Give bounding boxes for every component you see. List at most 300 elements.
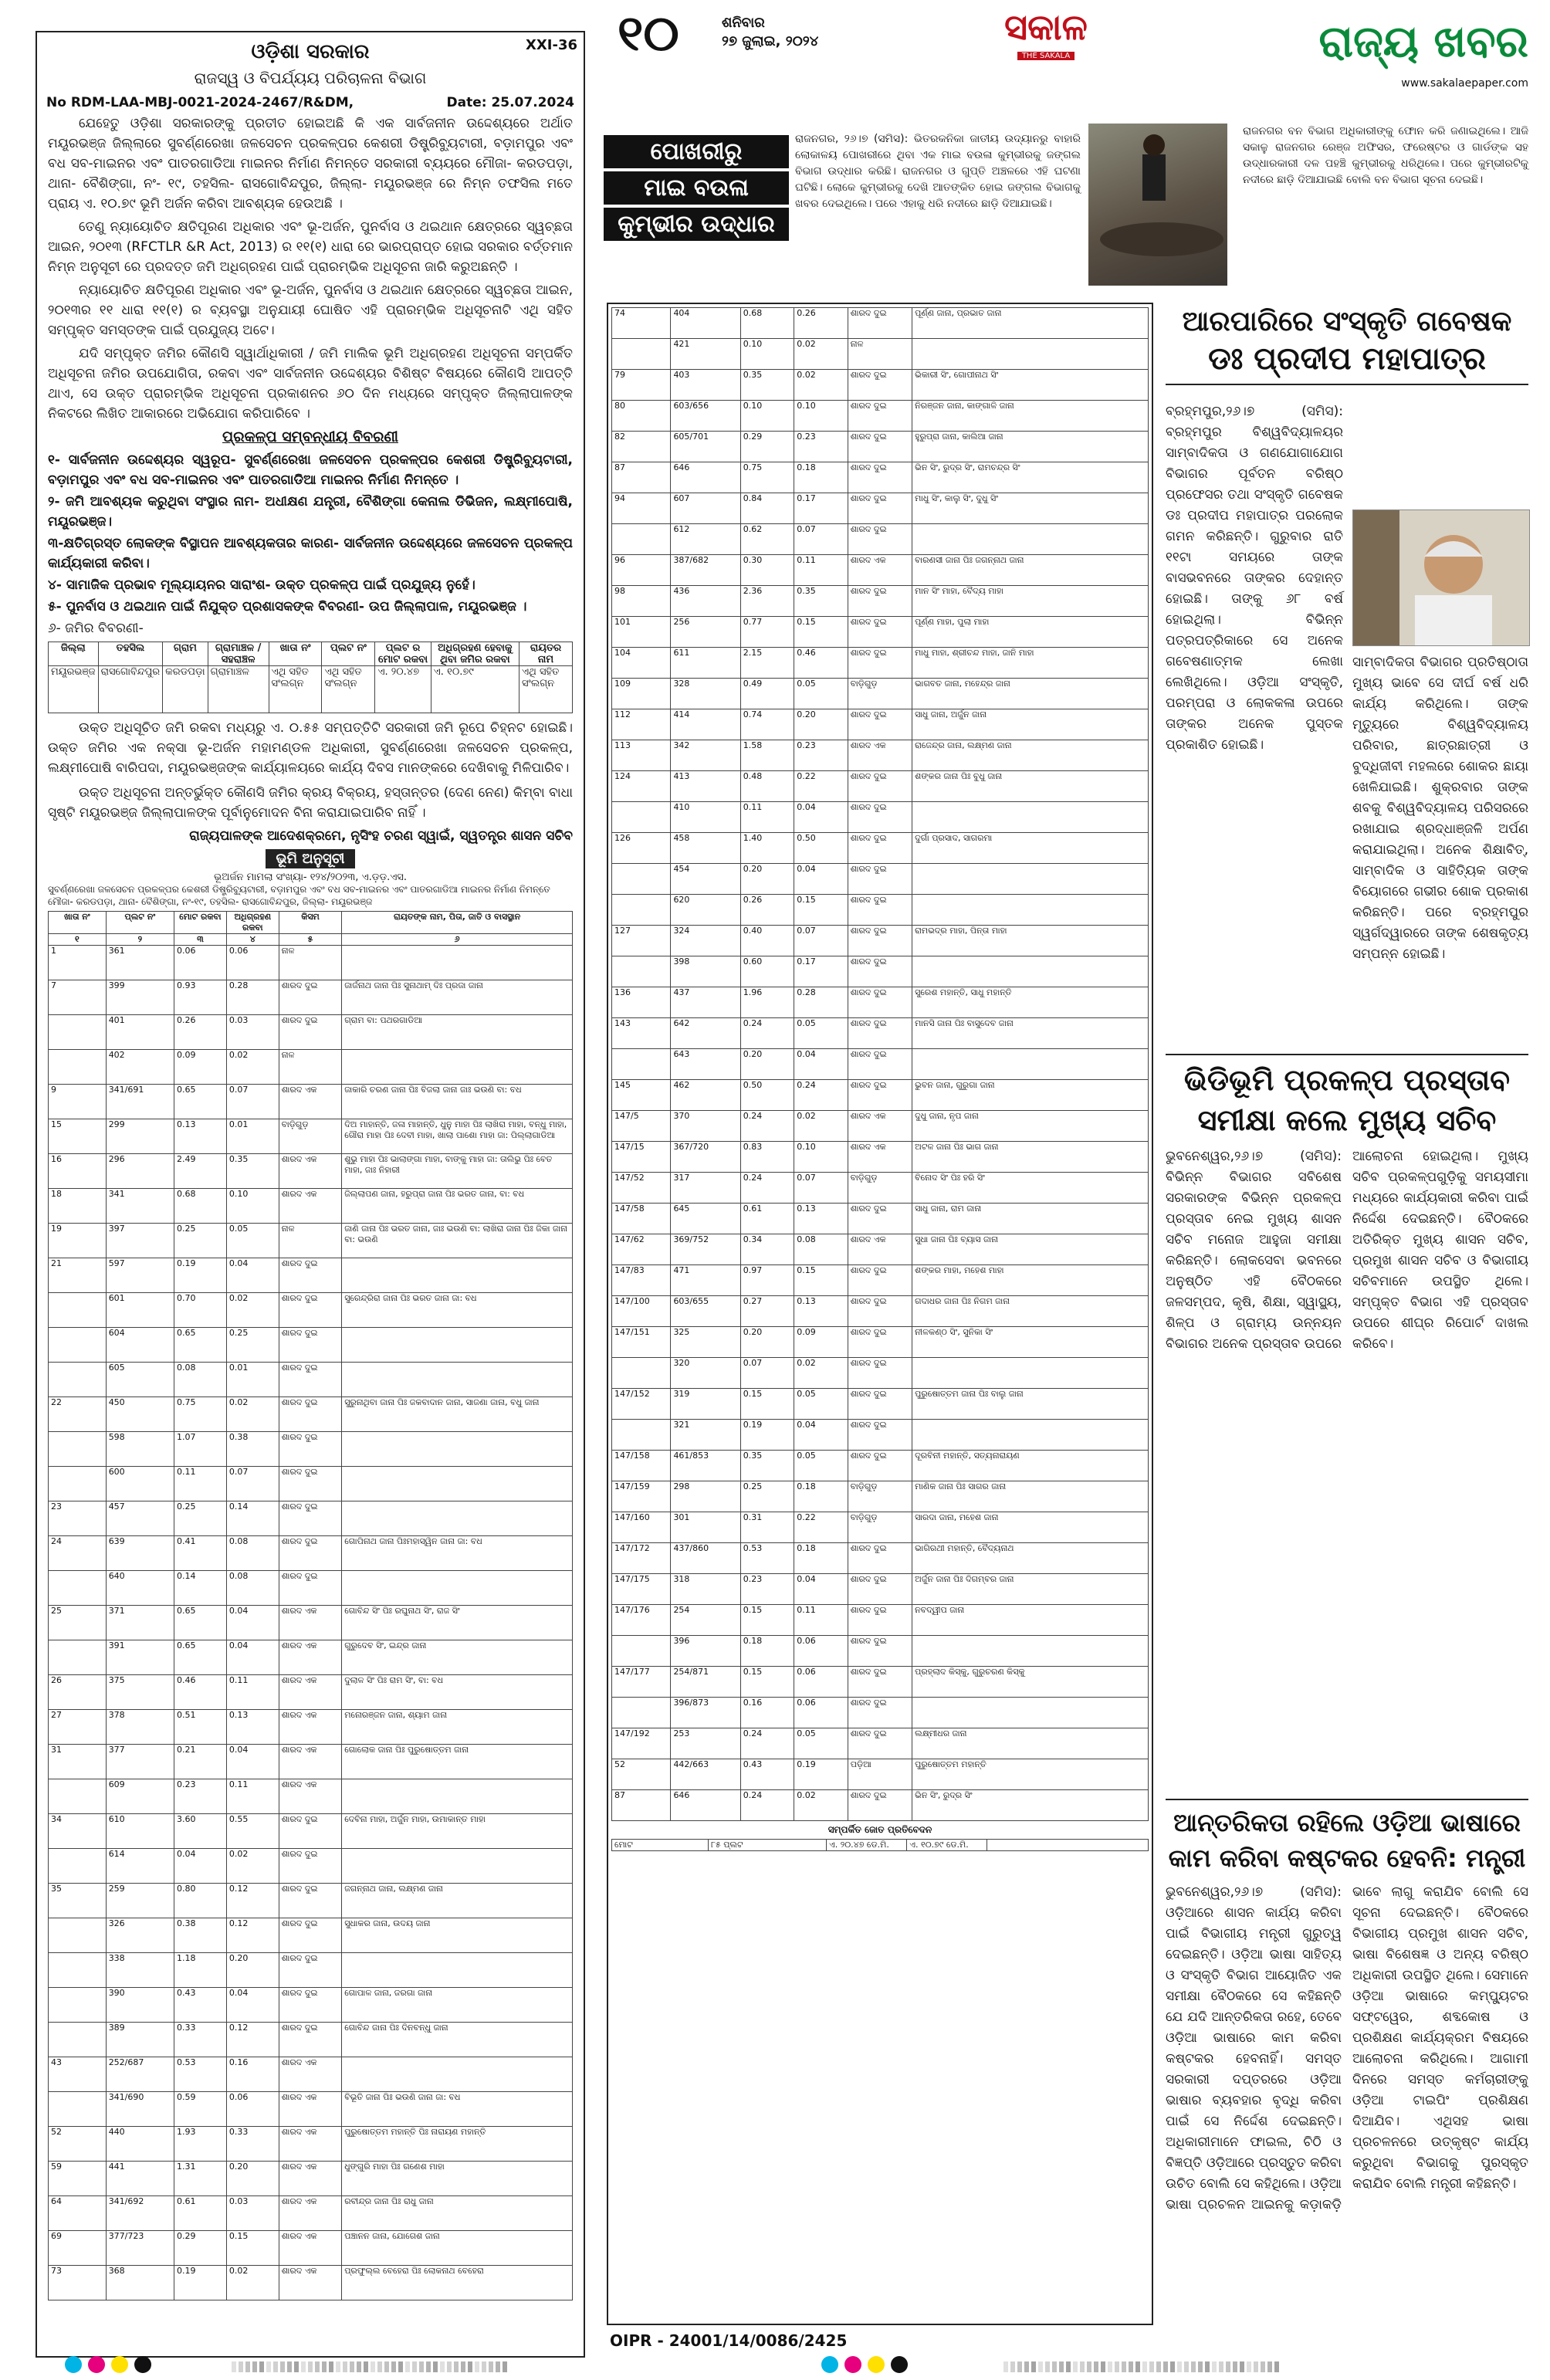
table-cell: ମନୋରଞ୍ଜନ ଜାନା, ଶ୍ୟାମ ଜାନା bbox=[342, 1710, 573, 1745]
table-cell bbox=[49, 1328, 107, 1363]
table-cell: 0.08 bbox=[794, 1234, 848, 1265]
researcher-story bbox=[1166, 305, 1528, 385]
table-cell: 0.13 bbox=[794, 1204, 848, 1234]
table-cell: 0.12 bbox=[226, 1918, 279, 1953]
table-cell: ପ୍ରଫୁଲ୍ଲ ବେହେରା ପିଃ ଲୋକନାଥ ବେହେରା bbox=[342, 2266, 573, 2300]
land-cell: ରାସଗୋବିନ୍ଦପୁର bbox=[98, 666, 163, 713]
header-date: ୨୭ ଜୁଲାଇ, ୨୦୨୪ bbox=[722, 33, 819, 49]
table-cell: 0.38 bbox=[174, 1918, 226, 1953]
table-cell: 0.10 bbox=[226, 1189, 279, 1224]
print-bar bbox=[357, 2361, 361, 2372]
table-cell: 375 bbox=[106, 1675, 174, 1710]
print-bar bbox=[461, 2361, 465, 2372]
table-row bbox=[612, 1667, 1149, 1698]
table-cell: 127 bbox=[612, 926, 671, 956]
land-cell: ଏ. ୧୦.୭୯ bbox=[431, 666, 519, 713]
schedule-desc: ସୁବର୍ଣ୍ଣରେଖା ଜଳସେଚନ ପ୍ରକଳ୍ପର କେଶରୀ ଡିଷ୍ଟ୍ରିବ୍ୟୁଟାରୀ, ବଡ଼ାମପୁର ଏବଂ ବଧ ସବ-ମାଇନର ଏବଂ ପାତରଗାଡିଆ ମାଇନର ନିର୍ମାଣ ନିମନ୍ତେ ମୌଜା- କରଡପଡ଼ା, ଥାନା- ବୈଶିଙ୍ଗା, ନଂ-୧୯, ତହସିଲ- ରାସଗୋବିନ୍ଦପୁର, ଜିଲ୍ଲା- ମୟୂରଭଞ୍ଜ bbox=[48, 884, 550, 907]
table-row bbox=[612, 1142, 1149, 1173]
print-bar bbox=[343, 2361, 347, 2372]
table-cell: 0.29 bbox=[740, 432, 794, 462]
table-cell: 457 bbox=[106, 1501, 174, 1536]
table-row bbox=[49, 1884, 573, 1918]
print-marks-right bbox=[818, 2356, 911, 2376]
table-cell: 0.05 bbox=[794, 1451, 848, 1481]
table-cell: 0.05 bbox=[794, 1018, 848, 1049]
table-cell: 402 bbox=[106, 1050, 174, 1085]
table-cell: 0.60 bbox=[740, 956, 794, 987]
table-cell: 0.09 bbox=[794, 1327, 848, 1358]
table-cell: 1 bbox=[49, 946, 107, 980]
print-bar bbox=[280, 2361, 285, 2372]
table-row bbox=[612, 1420, 1149, 1451]
table-row bbox=[612, 1759, 1149, 1790]
table-row bbox=[49, 1154, 573, 1189]
crocodile-body: ରାଜନଗର, ୨୬।୭ (ସମିସ): ଭିତରକନିକା ଜାତୀୟ ଉଦ୍ୟାନରୁ ବାହାରି ଲୋକାଳୟ ପୋଖରୀରେ ଥିବା ଏକ ମାଇ ବଉଳା କୁମ୍ଭୀରକୁ ଜଙ୍ଗଲ ବିଭାଗ ଉଦ୍ଧାର କରିଛି। ରାଜନଗର ଓ ଗୁପ୍ତି ଅଞ୍ଚଳରେ ଏହି ଘଟଣା ଘଟିଛି। ଲୋକେ କୁମ୍ଭୀରକୁ ଦେଖି ଆତଙ୍କିତ ହୋଇ ଜଙ୍ଗଲ ବିଭାଗକୁ ଖବର ଦେଇଥିଲେ। ପରେ ଏହାକୁ ଧରି ନଦୀରେ ଛାଡ଼ି ଦିଆଯାଇଛି। bbox=[795, 133, 1081, 210]
table-cell: 0.07 bbox=[740, 1358, 794, 1389]
table-row bbox=[612, 339, 1149, 370]
table-row bbox=[49, 1988, 573, 2023]
table-cell: 0.65 bbox=[174, 1640, 226, 1675]
table-cell bbox=[49, 1050, 107, 1085]
table-cell: 0.23 bbox=[794, 740, 848, 771]
table-cell: 0.11 bbox=[174, 1467, 226, 1501]
table-cell: 74 bbox=[612, 308, 671, 339]
table-cell: ସୁରେଶ ମହାନ୍ତି, ସାଧୁ ମହାନ୍ତି bbox=[912, 987, 1149, 1018]
table-cell: ଶାରଦ ଏକ bbox=[279, 1745, 341, 1779]
print-bars-right bbox=[1003, 2361, 1281, 2375]
table-cell bbox=[612, 1358, 671, 1389]
table-row bbox=[612, 1790, 1149, 1821]
land-header-cell: ଜିଲ୍ଲା bbox=[49, 642, 99, 666]
summary-1: ୧- ସାର୍ବଜନୀନ ଉଦ୍ଦେଶ୍ୟର ସ୍ୱରୂପ- ସୁବର୍ଣ୍ଣରେଖା ଜଳସେଚନ ପ୍ରକଳ୍ପର କେଶରୀ ଡିଷ୍ଟ୍ରିବ୍ୟୁଟାରୀ, ବଡ଼ାମପୁର ଏବଂ ବଧ ସବ-ମାଇନର ଏବଂ ପାତରଗାଡିଆ ମାଇନର ନିର୍ମାଣ ନିମନ୍ତେ । bbox=[48, 452, 573, 488]
table-cell bbox=[612, 1636, 671, 1667]
table-cell: 398 bbox=[671, 956, 740, 987]
table-cell: 147/62 bbox=[612, 1234, 671, 1265]
table-cell: 1.31 bbox=[174, 2162, 226, 2196]
table-cell: 0.04 bbox=[794, 1049, 848, 1080]
table-row bbox=[49, 1571, 573, 1606]
table-cell: ସାଧୁ ଜାନା, ରାମ ଜାନା bbox=[912, 1204, 1149, 1234]
table-cell: 0.48 bbox=[740, 771, 794, 802]
table-cell: ଶାରଦ ଏକ bbox=[279, 2231, 341, 2266]
table-cell: 147/176 bbox=[612, 1605, 671, 1636]
table-cell: 147/15 bbox=[612, 1142, 671, 1173]
table-cell: 371 bbox=[106, 1606, 174, 1640]
table-cell: 436 bbox=[671, 586, 740, 617]
table-cell: ଦୁର୍ଗା ପ୍ରସାଦ, ସାଗରମା bbox=[912, 833, 1149, 864]
table-cell: ଜାକାରି ଚରଣ ଜାନା ପିଃ ବିଜଲା ଜାନା ଜାଃ ଭଉଣି ବା: ବଧ bbox=[342, 1085, 573, 1119]
land-cell: ଏଥି ସହିତ ସଂଲଗ୍ନ bbox=[322, 666, 375, 713]
table-row bbox=[612, 864, 1149, 895]
table-row bbox=[49, 1501, 573, 1536]
table-cell: 0.16 bbox=[226, 2057, 279, 2092]
table-cell: ଶାରଦ ଦୁଇ bbox=[848, 864, 912, 895]
table-cell: 0.02 bbox=[794, 1111, 848, 1142]
table-row bbox=[49, 1536, 573, 1571]
table-cell bbox=[912, 956, 1149, 987]
table-cell: 0.27 bbox=[740, 1296, 794, 1327]
table-cell: ନାଳ bbox=[279, 1224, 341, 1258]
print-bar bbox=[377, 2361, 382, 2372]
table-cell: 0.10 bbox=[740, 339, 794, 370]
table-cell: 0.15 bbox=[794, 895, 848, 926]
table-cell: 342 bbox=[671, 740, 740, 771]
table-cell: 440 bbox=[106, 2127, 174, 2162]
table-cell: ଶାରଦ ଏକ bbox=[279, 2057, 341, 2092]
print-bar bbox=[1254, 2361, 1258, 2372]
schedule-header-cell: କିସମ bbox=[279, 912, 341, 934]
table-cell: 0.07 bbox=[226, 1085, 279, 1119]
table-cell: ଶାରଦ ଦୁଇ bbox=[848, 1574, 912, 1605]
table-cell: 0.24 bbox=[794, 1080, 848, 1111]
print-bar bbox=[1267, 2361, 1272, 2372]
print-bar bbox=[1108, 2361, 1112, 2372]
table-cell: 0.13 bbox=[226, 1710, 279, 1745]
table-cell: 147/100 bbox=[612, 1296, 671, 1327]
table-cell: ଶାରଦ ଦୁଇ bbox=[848, 432, 912, 462]
table-cell: 0.11 bbox=[226, 1675, 279, 1710]
table-cell: 0.41 bbox=[174, 1536, 226, 1571]
table-cell: 19 bbox=[49, 1224, 107, 1258]
crocodile-headline-2: ମାଇ ବଉଳା bbox=[604, 171, 789, 205]
table-cell: 0.06 bbox=[794, 1667, 848, 1698]
land-cell: ଏ. ୨୦.୪୭ bbox=[375, 666, 431, 713]
table-cell: 397 bbox=[106, 1224, 174, 1258]
table-cell: 0.19 bbox=[174, 1258, 226, 1293]
table-cell: 401 bbox=[106, 1015, 174, 1050]
land-header-cell: ଅଧିଗ୍ରହଣ ହେବାକୁ ଥିବା ଜମିର ରକବା bbox=[431, 642, 519, 666]
table-cell: 24 bbox=[49, 1536, 107, 1571]
print-bar bbox=[503, 2361, 507, 2372]
table-cell: 0.50 bbox=[794, 833, 848, 864]
table-cell: ରବୀନ୍ଦ୍ର ଜାନା ପିଃ ରାଧୁ ଜାନା bbox=[342, 2196, 573, 2231]
table-cell: 0.25 bbox=[740, 1481, 794, 1512]
table-cell: 338 bbox=[106, 1953, 174, 1988]
table-cell: 0.15 bbox=[740, 1667, 794, 1698]
table-row bbox=[49, 1258, 573, 1293]
print-bar bbox=[1191, 2361, 1196, 2372]
table-cell: 317 bbox=[671, 1173, 740, 1204]
table-cell: 0.84 bbox=[740, 493, 794, 524]
print-bar bbox=[1073, 2361, 1078, 2372]
schedule-table-mid bbox=[611, 307, 1149, 1821]
researcher-headline-2: ଡଃ ପ୍ରଦୀପ ମହାପାତ୍ର bbox=[1208, 341, 1486, 377]
table-cell: 101 bbox=[612, 617, 671, 648]
schedule-header-cell: ରାୟତଙ୍କ ନାମ, ପିତା, ଜାତି ଓ ବାସସ୍ଥାନ bbox=[342, 912, 573, 934]
table-cell: 0.19 bbox=[794, 1759, 848, 1790]
table-row bbox=[612, 709, 1149, 740]
table-cell: 600 bbox=[106, 1467, 174, 1501]
table-cell: 0.22 bbox=[794, 771, 848, 802]
print-mark bbox=[111, 2356, 128, 2373]
table-row bbox=[612, 1173, 1149, 1204]
land-header-cell: ଗ୍ରାମାଞ୍ଚଳ / ସହରାଞ୍ଚଳ bbox=[208, 642, 269, 666]
print-mark bbox=[134, 2356, 151, 2373]
land-details-table bbox=[48, 642, 573, 713]
table-row bbox=[49, 1397, 573, 1432]
table-row bbox=[49, 1293, 573, 1328]
schedule-header-cell: ଅଧିଗ୍ରହଣ ରକବା bbox=[226, 912, 279, 934]
table-cell bbox=[49, 1918, 107, 1953]
table-cell: ପଡ଼ିଆ bbox=[848, 1759, 912, 1790]
table-cell: ଶାରଦ ଏକ bbox=[279, 2092, 341, 2127]
print-bar bbox=[1212, 2361, 1217, 2372]
table-cell: 341/691 bbox=[106, 1085, 174, 1119]
table-row bbox=[612, 1481, 1149, 1512]
table-cell: 403 bbox=[671, 370, 740, 401]
table-cell: ଶାରଦ ଦୁଇ bbox=[279, 2023, 341, 2057]
table-cell: 0.06 bbox=[226, 2092, 279, 2127]
table-cell: 325 bbox=[671, 1327, 740, 1358]
table-cell: ମାଣିକ ଜାନା ପିଃ ସାଗର ଜାନା bbox=[912, 1481, 1149, 1512]
table-cell: 301 bbox=[671, 1512, 740, 1543]
schedule-case: ଭୂଅର୍ଜନ ମାମଲା ସଂଖ୍ୟା- ୧୨୪/୨୦୨୩, ଏ.ଡ଼ଡ଼.ଏସ. bbox=[214, 872, 407, 883]
masthead-logo bbox=[965, 8, 1127, 62]
table-cell: ଶାରଦ ଦୁଇ bbox=[279, 1501, 341, 1536]
table-row bbox=[49, 980, 573, 1015]
table-cell bbox=[912, 895, 1149, 926]
table-cell: ବାଡ଼ିଗୁଡ଼ bbox=[848, 1173, 912, 1204]
table-cell: ରାମଭଦ୍ର ମାହା, ପିନ୍ତା ମାହା bbox=[912, 926, 1149, 956]
paper-name: ସକାଳ bbox=[1004, 6, 1088, 48]
table-cell: 0.06 bbox=[174, 946, 226, 980]
table-cell: 73 bbox=[49, 2266, 107, 2300]
table-cell: 377 bbox=[106, 1745, 174, 1779]
table-cell: 126 bbox=[612, 833, 671, 864]
table-row bbox=[612, 1636, 1149, 1667]
table-row bbox=[612, 1543, 1149, 1574]
table-cell: 0.65 bbox=[174, 1606, 226, 1640]
crocodile-headline bbox=[604, 135, 789, 241]
table-cell: ଶାରଦ ଦୁଇ bbox=[279, 1432, 341, 1467]
table-cell: 3.60 bbox=[174, 1814, 226, 1849]
table-cell: 0.33 bbox=[226, 2127, 279, 2162]
videobhumi-headline-1: ଭିଡିଭୂମି ପ୍ରକଳ୍ପ ପ୍ରସ୍ତାବ bbox=[1183, 1063, 1511, 1097]
table-cell: 9 bbox=[49, 1085, 107, 1119]
table-cell: 318 bbox=[671, 1574, 740, 1605]
table-cell: 620 bbox=[671, 895, 740, 926]
table-cell: 601 bbox=[106, 1293, 174, 1328]
table-cell: 0.04 bbox=[226, 1606, 279, 1640]
table-cell: 79 bbox=[612, 370, 671, 401]
print-bar bbox=[1066, 2361, 1071, 2372]
table-cell: 23 bbox=[49, 1501, 107, 1536]
table-cell: 0.26 bbox=[794, 308, 848, 339]
table-cell: ନାଳ bbox=[279, 1050, 341, 1085]
table-cell: 0.02 bbox=[226, 1293, 279, 1328]
table-cell: ଜଗନ୍ନାଥ ଜାନା, ଲକ୍ଷ୍ମଣ ଜାନା bbox=[342, 1884, 573, 1918]
table-cell: ଶାରଦ ଦୁଇ bbox=[848, 308, 912, 339]
print-bars-left bbox=[232, 2361, 509, 2375]
table-cell bbox=[612, 339, 671, 370]
table-cell: 0.08 bbox=[226, 1536, 279, 1571]
table-cell: 0.61 bbox=[174, 2196, 226, 2231]
table-cell: 0.12 bbox=[226, 2023, 279, 2057]
table-cell: 254/871 bbox=[671, 1667, 740, 1698]
summary-2: ୨- ଜମି ଆବଶ୍ୟକ କରୁଥିବା ସଂସ୍ଥାର ନାମ- ଅଧୀକ୍ଷଣ ଯନ୍ତ୍ରୀ, ବୈଶିଙ୍ଗା କେନାଲ ଡିଭିଜନ, ଲକ୍ଷ୍ମୀପୋଷି, ମୟୂରଭଞ୍ଜ। bbox=[48, 494, 573, 530]
table-cell: 609 bbox=[106, 1779, 174, 1814]
print-bar bbox=[1129, 2361, 1133, 2372]
table-cell: 253 bbox=[671, 1728, 740, 1759]
print-mark bbox=[88, 2356, 105, 2373]
table-cell: 124 bbox=[612, 771, 671, 802]
table-cell: 0.10 bbox=[740, 401, 794, 432]
print-bar bbox=[482, 2361, 486, 2372]
table-cell: 0.17 bbox=[794, 493, 848, 524]
table-cell: 0.08 bbox=[226, 1571, 279, 1606]
table-cell: ଶାରଦ ଏକ bbox=[279, 1779, 341, 1814]
table-cell: ପୁରୁଷୋତ୍ତମ ମହାନ୍ତି ପିଃ ନାରାୟଣ ମହାନ୍ତି bbox=[342, 2127, 573, 2162]
table-cell: 21 bbox=[49, 1258, 107, 1293]
table-cell: ଗୋବିନ୍ଦ ସିଂ ପିଃ ରଘୁନାଥ ସିଂ, ରାଜ ସିଂ bbox=[342, 1606, 573, 1640]
table-cell: 0.24 bbox=[740, 1790, 794, 1821]
land-cell: ଏଥି ସହିତ ସଂଲଗ୍ନ bbox=[269, 666, 322, 713]
table-row bbox=[49, 1085, 573, 1119]
table-cell: ସାଧୁ ଜାନା, ଅର୍ଜୁନ ଜାନା bbox=[912, 709, 1149, 740]
table-row bbox=[612, 802, 1149, 833]
table-cell bbox=[612, 1698, 671, 1728]
table-cell: 414 bbox=[671, 709, 740, 740]
table-cell: ଶାରଦ ଦୁଇ bbox=[848, 524, 912, 555]
print-bar bbox=[1274, 2361, 1279, 2372]
table-cell: ଶାରଦ ଦୁଇ bbox=[279, 1814, 341, 1849]
table-cell: 390 bbox=[106, 1988, 174, 2023]
table-cell bbox=[912, 1049, 1149, 1080]
table-cell: 341/692 bbox=[106, 2196, 174, 2231]
table-cell: 0.23 bbox=[740, 1574, 794, 1605]
table-cell: ଶାରଦ ଏକ bbox=[279, 1189, 341, 1224]
table-row bbox=[49, 2231, 573, 2266]
table-cell: ଶାରଦ ଏକ bbox=[848, 555, 912, 586]
table-cell: 639 bbox=[106, 1536, 174, 1571]
website: www.sakalaepaper.com bbox=[1401, 77, 1528, 90]
table-row bbox=[49, 1675, 573, 1710]
table-cell: 328 bbox=[671, 679, 740, 709]
table-row bbox=[49, 1710, 573, 1745]
table-cell: 0.04 bbox=[174, 1849, 226, 1884]
table-cell: 0.02 bbox=[226, 1849, 279, 1884]
total-acquired: ଏ. ୧୦.୭୯ ଡେ.ମି. bbox=[907, 1840, 987, 1851]
print-bar bbox=[315, 2361, 320, 2372]
table-cell: 147/58 bbox=[612, 1204, 671, 1234]
odia-headline-2: କାମ କରିବା କଷ୍ଟକର ହେବନି: ମନ୍ତ୍ରୀ bbox=[1168, 1843, 1526, 1873]
table-cell: 369/752 bbox=[671, 1234, 740, 1265]
table-cell: 299 bbox=[106, 1119, 174, 1154]
table-cell: ଶାରଦ ଦୁଇ bbox=[848, 1327, 912, 1358]
table-cell: ଶାରଦ ଦୁଇ bbox=[848, 1790, 912, 1821]
print-bar bbox=[1198, 2361, 1203, 2372]
table-cell bbox=[912, 524, 1149, 555]
page-number-text: ୧୦ bbox=[618, 5, 679, 63]
table-cell: 80 bbox=[612, 401, 671, 432]
table-cell: 0.18 bbox=[740, 1636, 794, 1667]
table-cell: 0.05 bbox=[794, 1728, 848, 1759]
table-cell: 604 bbox=[106, 1328, 174, 1363]
table-row bbox=[49, 946, 573, 980]
print-bar bbox=[1101, 2361, 1105, 2372]
table-row bbox=[49, 1363, 573, 1397]
table-cell: 0.46 bbox=[794, 648, 848, 679]
table-cell: ଶାରଦ ଦୁଇ bbox=[848, 802, 912, 833]
table-cell: 377/723 bbox=[106, 2231, 174, 2266]
table-cell: 368 bbox=[106, 2266, 174, 2300]
table-cell: 0.51 bbox=[174, 1710, 226, 1745]
table-cell: ମାନ ସିଂ ମାହା, ବୈଦ୍ୟ ମାହା bbox=[912, 586, 1149, 617]
table-cell: ଶାରଦ ଦୁଇ bbox=[848, 1605, 912, 1636]
oipr-code: OIPR - 24001/14/0086/2425 bbox=[610, 2331, 848, 2350]
table-cell: 69 bbox=[49, 2231, 107, 2266]
table-cell: 326 bbox=[106, 1918, 174, 1953]
print-bar bbox=[1010, 2361, 1015, 2372]
researcher-body-2: ସାମ୍ବାଦିକତା ବିଭାଗର ପ୍ରତିଷ୍ଠାତା ମୁଖ୍ୟ ଭାବେ ସେ ଦୀର୍ଘ ବର୍ଷ ଧରି କାର୍ଯ୍ୟ କରିଥିଲେ। ତାଙ୍କ ମୃତ୍ୟୁରେ ବିଶ୍ୱବିଦ୍ୟାଳୟ ପରିବାର, ଛାତ୍ରଛାତ୍ରୀ ଓ ବୁଦ୍ଧିଜୀବୀ ମହଲରେ ଶୋକର ଛାୟା ଖେଳିଯାଇଛି। ଶୁକ୍ରବାର ତାଙ୍କ ଶବକୁ ବିଶ୍ୱବିଦ୍ୟାଳୟ ପରିସରରେ ରଖାଯାଇ ଶ୍ରଦ୍ଧାଞ୍ଜଳି ଅର୍ପଣ କରାଯାଇଥିଲା। ଅନେକ ଶିକ୍ଷାବିତ୍, ସାମ୍ବାଦିକ ଓ ସାହିତ୍ୟିକ ତାଙ୍କ ବିୟୋଗରେ ଗଭୀର ଶୋକ ପ୍ରକାଶ କରିଛନ୍ତି। ପରେ ବ୍ରହ୍ମପୁର ସ୍ୱର୍ଗଦ୍ୱାରରେ ତାଙ୍କ ଶେଷକୃତ୍ୟ ସମ୍ପନ୍ନ ହୋଇଛି। bbox=[1352, 655, 1528, 962]
table-cell: ଶାରଦ ଦୁଇ bbox=[279, 1293, 341, 1328]
land-header-cell: ପ୍ଲଟ ର ମୋଟ ରକବା bbox=[375, 642, 431, 666]
table-row bbox=[612, 833, 1149, 864]
table-cell: 35 bbox=[49, 1884, 107, 1918]
table-cell: 1.93 bbox=[174, 2127, 226, 2162]
table-row bbox=[612, 1018, 1149, 1049]
table-cell: 0.04 bbox=[226, 1640, 279, 1675]
table-cell: 87 bbox=[612, 1790, 671, 1821]
table-row bbox=[612, 1327, 1149, 1358]
table-cell: ମାନସି ଜାନା ପିଃ ବାସୁଦେବ ଜାନା bbox=[912, 1018, 1149, 1049]
table-cell: 0.11 bbox=[740, 802, 794, 833]
table-cell: 34 bbox=[49, 1814, 107, 1849]
table-row bbox=[49, 1432, 573, 1467]
table-cell: ଶାରଦ ଏକ bbox=[279, 1710, 341, 1745]
table-cell: 0.93 bbox=[174, 980, 226, 1015]
notice-para-5: ଉକ୍ତ ଅଧିସୂଚିତ ଜମି ରକବା ମଧ୍ୟରୁ ଏ. ୦.୫୫ ସମ୍ପତ୍ତିଟି ସରକାରୀ ଜମି ରୂପେ ଚିହ୍ନଟ ହୋଇଛି। ଉକ୍ତ ଜମିର ଏକ ନକ୍ସା ଭୂ-ଅର୍ଜନ ମହାମଣ୍ଡଳ ଅଧିକାରୀ, ସୁବର୍ଣ୍ଣରେଖା ଜଳସେଚନ ପ୍ରକଳ୍ପ, ଲକ୍ଷ୍ମୀପୋଷି ବାରିପଦା, ମୟୂରଭଞ୍ଜଙ୍କ କାର୍ଯ୍ୟାଳୟରେ କାର୍ଯ୍ୟ ଦିବସ ମାନଙ୍କରେ ଦେଖିବାକୁ ମିଳିପାରିବ। bbox=[48, 720, 573, 776]
print-bar bbox=[440, 2361, 445, 2372]
schedule-colnum-cell: ୫ bbox=[279, 934, 341, 946]
table-cell: 0.22 bbox=[794, 1512, 848, 1543]
table-cell: 450 bbox=[106, 1397, 174, 1432]
table-cell: ଶାରଦ ଏକ bbox=[279, 1640, 341, 1675]
table-cell: 256 bbox=[671, 617, 740, 648]
table-row bbox=[49, 2196, 573, 2231]
land-header-cell: ତହସିଲ bbox=[98, 642, 163, 666]
table-cell: 0.01 bbox=[226, 1363, 279, 1397]
table-cell: 0.15 bbox=[794, 1265, 848, 1296]
table-cell: 441 bbox=[106, 2162, 174, 2196]
table-cell: ଶାରଦ ଦୁଇ bbox=[848, 617, 912, 648]
table-cell: 0.18 bbox=[794, 462, 848, 493]
table-cell: ପଞ୍ଚାନନ ଜାନା, ଯୋଗେଶ ଜାନା bbox=[342, 2231, 573, 2266]
table-cell: 254 bbox=[671, 1605, 740, 1636]
print-bar bbox=[412, 2361, 417, 2372]
print-bar bbox=[301, 2361, 306, 2372]
notice-code: XXI-36 bbox=[526, 37, 577, 53]
table-cell: 603/656 bbox=[671, 401, 740, 432]
schedule-header-cell: ଖାତା ନଂ bbox=[49, 912, 107, 934]
table-cell: 147/192 bbox=[612, 1728, 671, 1759]
table-cell: 0.35 bbox=[740, 370, 794, 401]
table-cell: 104 bbox=[612, 648, 671, 679]
table-cell: 0.38 bbox=[226, 1432, 279, 1467]
table-row bbox=[612, 370, 1149, 401]
table-cell: 0.46 bbox=[174, 1675, 226, 1710]
table-cell: ଗୁରୁଦେବ ସିଂ, ଇନ୍ଦ୍ର ଜାନା bbox=[342, 1640, 573, 1675]
table-cell: 0.02 bbox=[794, 1790, 848, 1821]
table-cell: 82 bbox=[612, 432, 671, 462]
table-row bbox=[49, 1640, 573, 1675]
table-row bbox=[49, 1814, 573, 1849]
table-cell: 0.01 bbox=[226, 1119, 279, 1154]
table-cell: 0.02 bbox=[794, 1358, 848, 1389]
table-row bbox=[612, 1234, 1149, 1265]
table-cell: ସୁଧାକର ଜାନା, ଉଦୟ ଜାନା bbox=[342, 1918, 573, 1953]
land-header-cell: ଗ୍ରାମ bbox=[163, 642, 208, 666]
